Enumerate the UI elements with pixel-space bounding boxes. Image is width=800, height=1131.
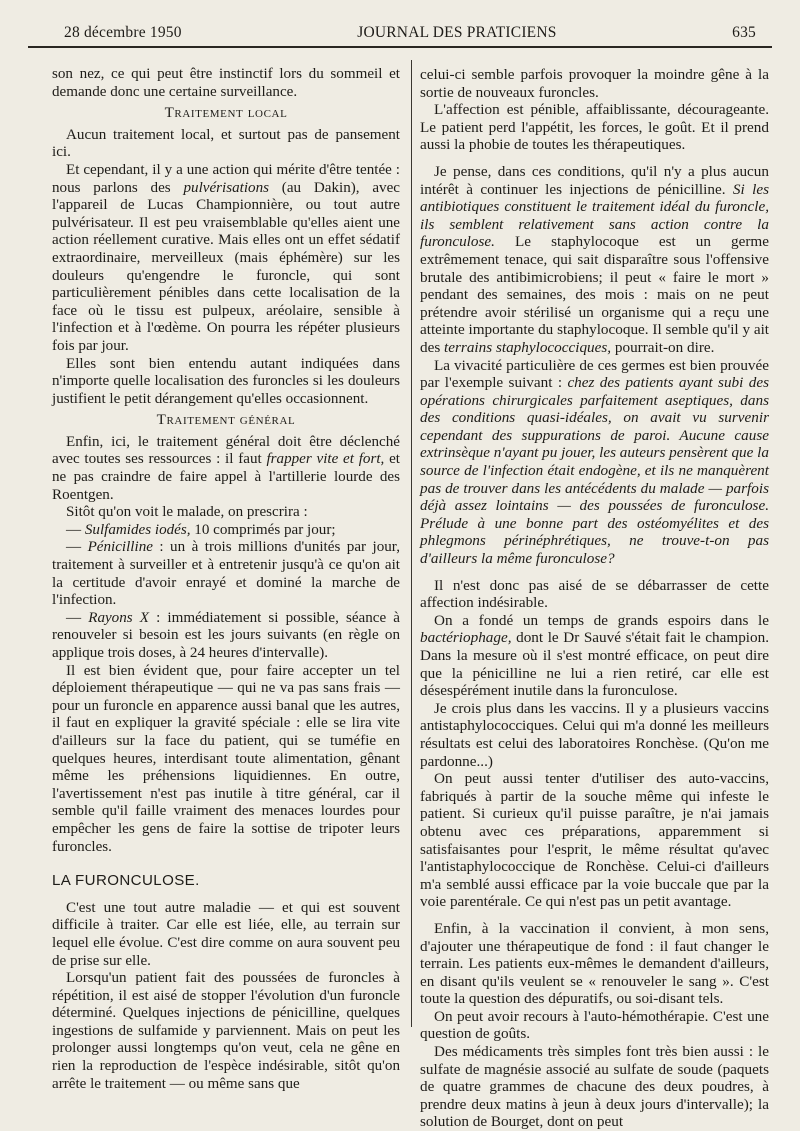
paragraph: Aucun traitement local, et surtout pas de pansement ici. (52, 126, 400, 161)
paragraph: Des médicaments très simples font très bien aussi : le sulfate de magnésie associé au sulfate de soude (paquets de quatre grammes de chacune des deux poudres, à prendre deux matins à jeun à deux jours d'intervalle); la solution de Bourget, dont on peut (420, 1043, 769, 1131)
paragraph: Sitôt qu'on voit le malade, on prescrira : (66, 504, 308, 521)
paragraph: On peut aussi tenter d'utiliser des auto-vaccins, fabriqués à partir de la souche même qui infeste le patient. Si curieux qu'il puisse paraître, je n'ai jamais obtenu avec ces préparations, apparemment si satisfaisantes pour l'esprit, le même résultat qu'avec l'antistaphylococcique de Ronchèse. Celui-ci d'ailleurs m'a semblé aussi efficace par la voie buccale que par la voie parentérale. Ce qui n'est pas un petit avantage. (420, 770, 769, 911)
section-heading-local: Traitement local (164, 105, 288, 122)
journal-title: JOURNAL DES PRATICIENS (357, 24, 557, 41)
paragraph: Lorsqu'un patient fait des poussées de furoncles à répétition, il est aisé de stopper l'évolution d'un furoncle déterminé. Quelques injections de pénicilline, quelques ingestions de sulfamide y parviennent. Mais on peut les prolonger aussi longtemps qu'on veut, cela ne gêne en rien la reproduction de l'espèce indésirable, sitôt qu'on arrête le traitement — ou même sans que (52, 970, 400, 1092)
section-heading-general: Traitement général (156, 412, 296, 429)
running-header (64, 24, 756, 42)
paragraph: Je crois plus dans les vaccins. Il y a plusieurs vaccins antistaphylococciques. Celui qui m'a donné les meilleurs résultats est celui des laboratoires Ronchèse. (Qu'on me pardonne...) (420, 699, 769, 770)
paragraph: celui-ci semble parfois provoquer la moindre gêne à la sortie de nouveaux furoncles. (420, 66, 769, 101)
paragraph: Et cependant, il y a une action qui mérite d'être tentée : nous parlons des pulvérisations (au Dakin), avec l'appareil de Lucas Championnière, ou tout autre pulvérisateur. Il est peu vraisemblable qu'elles aient une action réellement curative. Mais elles ont un effet sédatif extraordinaire, merveilleux (mais éphémère) sur les douleurs qu'engendre le furoncle, qui sont particulièrement pénibles dans cette localisation de la face où le tissu est pulpeux, aréolaire, sensible à l'infection et à l'œdème. On pourra les répéter plusieurs fois par jour. (52, 161, 400, 354)
paragraph: Je pense, dans ces conditions, qu'il n'y a plus aucun intérêt à continuer les injections de pénicilline. Si les antibiotiques constituent le traitement idéal du furoncle, ils semblent relativement sans action contre la furonculose. Le staphylocoque est un germe extrêmement tenace, qui sait disparaître sous l'offensive brutale des antibimicrobiens; il peut « faire le mort » pendant des semaines, des mois : mais on ne peut prétendre avoir stérilisé un organisme qui a reçu une atteinte importante du staphylocoque. Il semble qu'il y ait des terrains staphylococciques, pourrait-on dire. (420, 162, 770, 356)
header-rule (28, 46, 772, 48)
prescription-item: — Sulfamides iodés, 10 comprimés par jour; (66, 521, 336, 538)
prescription-item: — Pénicilline : un à trois millions d'unités par jour, traitement à surveiller et à entretenir jusqu'à ce qu'on ait la certitude d'avoir enrayé et dominé la marche de l'infection. (52, 539, 400, 609)
article-title: LA FURONCULOSE. (52, 872, 200, 890)
page-number: 635 (732, 24, 756, 41)
paragraph: L'affection est pénible, affaiblissante, décourageante. Le patient perd l'appétit, les forces, le goût. Et il prend aussi la phobie de toutes les thérapeutiques. (420, 101, 769, 154)
issue-date: 28 décembre 1950 (64, 24, 182, 41)
paragraph: son nez, ce qui peut être instinctif lors du sommeil et demande donc une certaine surveillance. (52, 66, 400, 100)
prescription-item: — Rayons X : immédiatement si possible, séance à renouveler si besoin est les jours suivants (en règle on applique trois doses, à 24 heures d'intervalle). (52, 609, 400, 661)
paragraph: Il n'est donc pas aisé de se débarrasser de cette affection indésirable. (420, 576, 769, 612)
paragraph: On a fondé un temps de grands espoirs dans le bactériophage, dont le Dr Sauvé s'était fait le champion. Dans la mesure où il s'est montré efficace, on peut dire que la pénicilline ne lui a rien retiré, car elle est désespérément inutile dans la furonculose. (420, 611, 769, 700)
paragraph: La vivacité particulière de ces germes est bien prouvée par l'exemple suivant : chez des patients ayant subi des opérations chirurgicales parfaitement aseptiques, dans des conditions quasi-idéales, on avait vu survenir cependant des suppurations de paroi. Aucune cause extrinsèque n'ayant pu jouer, les auteurs pensèrent que la source de l'infection était endogène, et ils ne manquèrent pas de trouver dans les antécédents du malade — parfois déjà assez lointains — des poussées de furonculose. Prélude à une bonne part des ostéomyélites et des phlegmons périnéphrétiques, ne trouve-t-on pas d'ailleurs la même furonculose? (420, 356, 769, 568)
paragraph: Elles sont bien entendu autant indiquées dans n'importe quelle localisation des furoncles si les douleurs justifient le petit dérangement qu'elles occasionnent. (52, 355, 400, 407)
paragraph: Il est bien évident que, pour faire accepter un tel déploiement thérapeutique — qui ne va pas sans frais — pour un furoncle en apparence aussi banal que les autres, il faut en expliquer la gravité spéciale : elle se lira vite d'ailleurs sur la face du patient, qui se tuméfie en quelques heures, interdisant toute alimentation, gênant même les préhensions liquidiennes. En outre, l'avertissement n'est pas inutile à titre général, car il semble qu'il faille vraiment des menaces lourdes pour empêcher les gens de faire la sottise de tripoter leurs furoncles. (52, 662, 400, 855)
left-column (52, 66, 400, 1093)
paragraph: Enfin, à la vaccination il convient, à mon sens, d'ajouter une thérapeutique de fond : il faut changer le terrain. Les patients eux-mêmes le demandent d'ailleurs, en disant qu'ils veulent se « renouveler le sang ». C'est toute la question des dépuratifs, ou soi-disant tels. (420, 919, 769, 1008)
paragraph: On peut avoir recours à l'auto-hémothérapie. C'est une question de goûts. (420, 1007, 769, 1043)
paragraph: Enfin, ici, le traitement général doit être déclenché avec toutes ses ressources : il faut frapper vite et fort, et ne pas craindre de faire appel à l'artillerie lourde des Roentgen. (52, 433, 400, 503)
paragraph: C'est une tout autre maladie — et qui est souvent difficile à traiter. Car elle est liée, elle, au terrain sur lequel elle évolue. C'est dire comme on aura souvent peu de prise sur elle. (52, 899, 400, 969)
column-divider (411, 60, 412, 1027)
right-column (420, 66, 769, 1131)
